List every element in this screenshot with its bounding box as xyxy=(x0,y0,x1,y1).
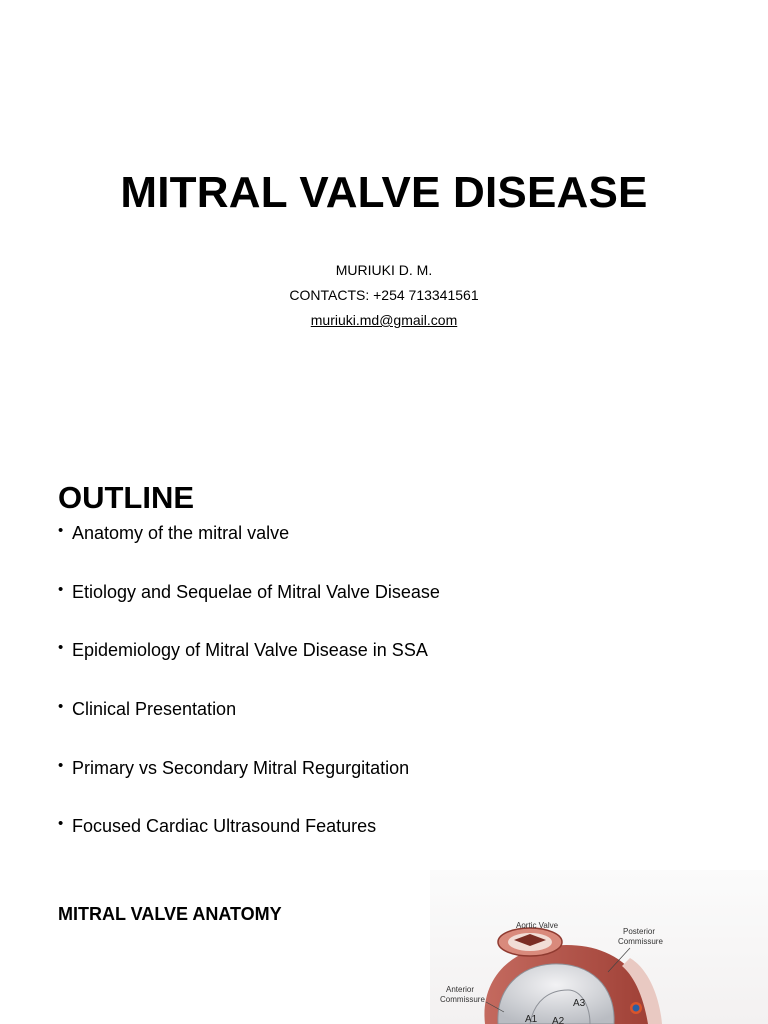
label-a3: A3 xyxy=(573,998,586,1009)
label-posterior-commissure: Commissure xyxy=(618,937,663,946)
outline-item-text: Focused Cardiac Ultrasound Features xyxy=(72,816,377,837)
outline-item-text: Primary vs Secondary Mitral Regurgitation xyxy=(72,757,410,778)
outline-item-text: Epidemiology of Mitral Valve Disease in SSA xyxy=(72,640,428,661)
bullet-icon: • xyxy=(58,698,64,716)
outline-item xyxy=(58,698,440,757)
author-email-link[interactable]: muriuki.md@gmail.com xyxy=(310,312,458,328)
anatomy-slide xyxy=(0,860,768,1024)
label-anterior-commissure: Commissure xyxy=(440,995,485,1004)
outline-item xyxy=(58,522,440,581)
bullet-icon: • xyxy=(58,815,64,833)
outline-item xyxy=(58,815,440,860)
outline-item-text: Etiology and Sequelae of Mitral Valve Disease xyxy=(72,581,440,602)
label-anterior: Anterior xyxy=(446,985,475,994)
outline-item-text: Anatomy of the mitral valve xyxy=(72,523,290,543)
outline-item xyxy=(58,757,440,816)
outline-title: OUTLINE xyxy=(58,480,195,515)
bullet-icon: • xyxy=(58,639,64,657)
label-a1: A1 xyxy=(525,1014,538,1024)
label-a2: A2 xyxy=(552,1016,565,1024)
author-contacts: CONTACTS: +254 713341561 xyxy=(289,287,479,303)
label-posterior: Posterior xyxy=(623,927,656,936)
presentation-title: MITRAL VALVE DISEASE xyxy=(120,168,648,217)
title-slide xyxy=(0,0,768,440)
author-name: MURIUKI D. M. xyxy=(335,262,433,278)
bullet-icon: • xyxy=(58,522,64,539)
label-aortic-valve: Aortic Valve xyxy=(516,921,559,930)
anatomy-title: MITRAL VALVE ANATOMY xyxy=(58,904,282,924)
outline-list xyxy=(58,522,440,860)
bullet-icon: • xyxy=(58,756,64,774)
bullet-icon: • xyxy=(58,580,64,598)
outline-slide xyxy=(0,440,768,860)
outline-item xyxy=(58,639,440,698)
outline-item xyxy=(58,581,440,640)
mitral-valve-illustration xyxy=(430,920,768,1024)
outline-item-text: Clinical Presentation xyxy=(72,699,237,720)
